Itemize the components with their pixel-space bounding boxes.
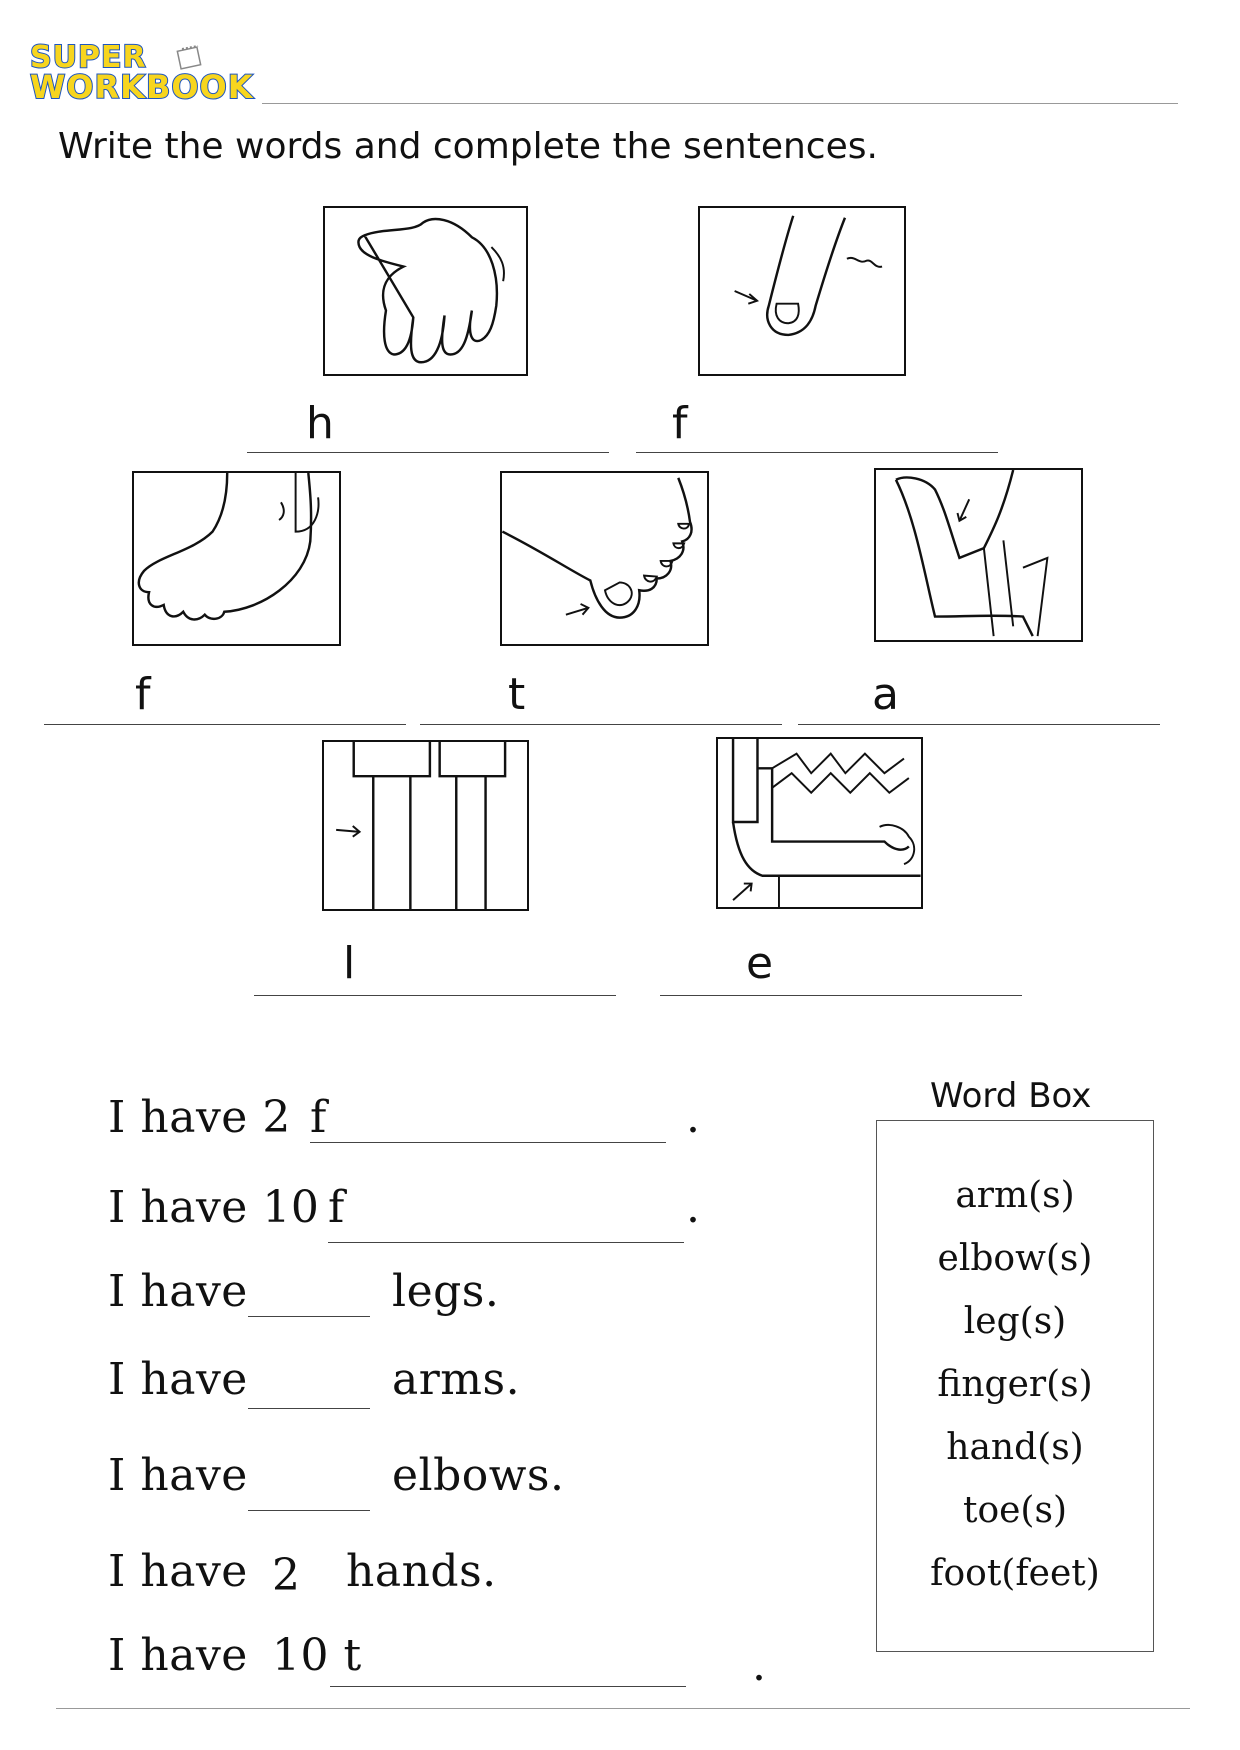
sentence-6-suffix: hands. [346, 1546, 497, 1597]
word-box [876, 1120, 1154, 1652]
sentence-1-suffix: . [686, 1092, 701, 1143]
sentence-6-number: 2 [272, 1550, 301, 1601]
sentence-4-prefix: I have [108, 1354, 248, 1405]
answer-line-elbow[interactable] [660, 995, 1022, 996]
sentence-6-prefix: I have [108, 1546, 248, 1597]
word-box-item: finger(s) [937, 1364, 1093, 1405]
sentence-2-suffix: . [686, 1182, 701, 1233]
answer-line-leg[interactable] [254, 995, 616, 996]
finger-icon [700, 208, 904, 374]
sentence-3-blank[interactable] [248, 1316, 370, 1317]
answer-line-arm[interactable] [798, 724, 1160, 725]
hint-letter-toe: t [508, 669, 526, 720]
word-box-item: leg(s) [963, 1301, 1067, 1342]
sentence-3-suffix: legs. [392, 1266, 500, 1317]
notepad-icon [176, 44, 204, 70]
hint-letter-hand: h [306, 398, 334, 449]
word-box-item: hand(s) [946, 1427, 1084, 1468]
picture-hand [323, 206, 528, 376]
sentence-2-prefix: I have 10 [108, 1182, 320, 1233]
sentence-1-blank[interactable] [310, 1142, 666, 1143]
picture-toe [500, 471, 709, 646]
sentence-4-blank[interactable] [248, 1408, 370, 1409]
hint-letter-elbow: e [746, 938, 774, 989]
sentence-7-suffix: . [752, 1640, 767, 1691]
hint-letter-arm: a [872, 669, 899, 720]
foot-icon [134, 473, 339, 644]
picture-finger [698, 206, 906, 376]
footer-rule [56, 1708, 1190, 1709]
sentence-1-prefix: I have 2 [108, 1092, 291, 1143]
sentence-5-prefix: I have [108, 1450, 248, 1501]
picture-arm [874, 468, 1083, 642]
arm-icon [876, 470, 1081, 640]
answer-line-hand[interactable] [247, 452, 609, 453]
picture-elbow [716, 737, 923, 909]
answer-line-toe[interactable] [420, 724, 782, 725]
sentence-4-suffix: arms. [392, 1354, 521, 1405]
sentence-2-hint: f [328, 1182, 345, 1233]
hand-icon [325, 208, 526, 374]
sentence-3-prefix: I have [108, 1266, 248, 1317]
toe-icon [502, 473, 707, 644]
elbow-icon [718, 739, 921, 907]
picture-foot [132, 471, 341, 646]
word-box-title: Word Box [930, 1076, 1092, 1116]
answer-line-finger[interactable] [636, 452, 998, 453]
answer-line-foot[interactable] [44, 724, 406, 725]
word-box-item: foot(feet) [930, 1553, 1100, 1594]
leg-icon [324, 742, 527, 909]
hint-letter-finger: f [672, 398, 688, 449]
header-rule [262, 103, 1178, 104]
hint-letter-leg: l [343, 938, 356, 989]
sentence-5-blank[interactable] [248, 1510, 370, 1511]
instruction-text: Write the words and complete the sentences. [58, 126, 878, 167]
hint-letter-foot: f [135, 669, 151, 720]
sentence-7-hint: 10 t [272, 1630, 362, 1681]
word-box-item: arm(s) [955, 1175, 1075, 1216]
sentence-7-prefix: I have [108, 1630, 248, 1681]
word-box-item: toe(s) [962, 1490, 1067, 1531]
sentence-2-blank[interactable] [328, 1242, 684, 1243]
logo-line1: SUPER [30, 40, 147, 75]
logo-line2: WORKBOOK [30, 68, 254, 106]
sentence-5-suffix: elbows. [392, 1450, 565, 1501]
super-workbook-logo [30, 40, 254, 110]
picture-leg [322, 740, 529, 911]
sentence-1-hint: f [310, 1092, 327, 1143]
sentence-7-blank[interactable] [330, 1686, 686, 1687]
word-box-item: elbow(s) [937, 1238, 1093, 1279]
